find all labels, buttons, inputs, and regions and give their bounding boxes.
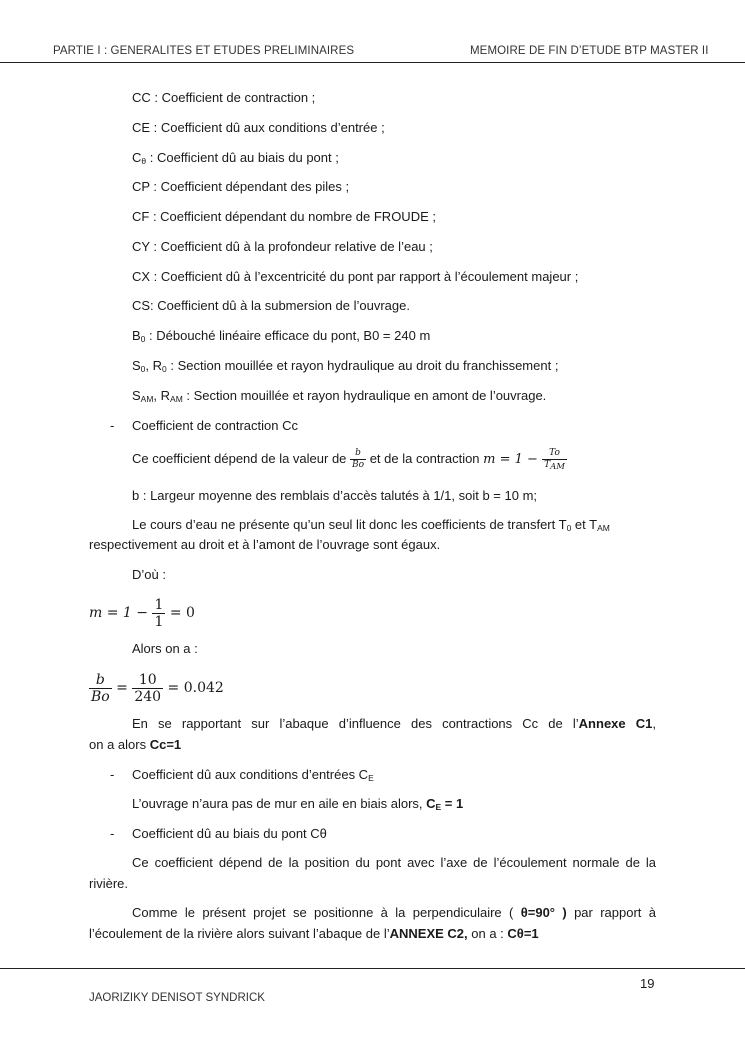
def-cy: CY : Coefficient dû à la profondeur relative de l’eau ; [132, 239, 433, 254]
ctheta-paragraph-2-line-2: l’écoulement de la rivière alors suivant l’abaque de l’ANNEXE C2, on a : Cθ=1 [89, 926, 539, 941]
bullet-cc: - [110, 418, 115, 433]
def-ctheta: $C_\theta$ : Coefficient dû au biais du pont ; [132, 150, 339, 166]
fraction-10-240: $\frac{10}{240}$ [134, 671, 162, 705]
section-ctheta-title: Coefficient dû au biais du pont Cθ [132, 826, 327, 841]
def-cp: CP : Coefficient dépendant des piles ; [132, 179, 350, 194]
bullet-ce: - [110, 767, 115, 782]
cc-paragraph-2: En se rapportant sur l’abaque d’influence des contractions Cc de l’Annexe C1, [132, 716, 656, 731]
cc-intro: Ce coefficient dépend de la valeur de $\frac{b}{Bo}$ et de la contraction m = 1 − $\frac{To}{T_{AM}}$ [132, 448, 565, 473]
header-right: MEMOIRE DE FIN D’ETUDE BTP MASTER II [470, 45, 709, 57]
dou-label: D’où : [132, 567, 166, 582]
cc-paragraph-1: Le cours d’eau ne présente qu’un seul lit donc les coefficients de transfert $T_0$ et $T_{AM}$ [132, 517, 610, 533]
header-rule [0, 62, 745, 63]
def-cf: CF : Coefficient dépendant du nombre de FROUDE ; [132, 209, 436, 224]
fraction-one-over-one: $\frac{1}{1}$ [154, 596, 164, 630]
bullet-ctheta: - [110, 826, 115, 841]
def-s0: $S_0$, $R_0$ : Section mouillée et rayon hydraulique au droit du franchissement ; [132, 358, 559, 374]
def-b0: $B_0$ : Débouché linéaire efficace du pont, B0 = 240 m [132, 328, 431, 344]
def-ce: CE : Coefficient dû aux conditions d’entrée ; [132, 120, 385, 135]
ce-text: L’ouvrage n’aura pas de mur en aile en biais alors, $C_E = 1$ [132, 796, 464, 812]
section-cc-title: Coefficient de contraction Cc [132, 418, 298, 433]
def-sam: $S_{AM}$, $R_{AM}$ : Section mouillée et rayon hydraulique en amont de l’ouvrage. [132, 388, 547, 404]
fraction-to-over-tam: $\frac{To}{T_{AM}}$ [544, 448, 565, 473]
page-number: 19 [640, 976, 655, 991]
footer-rule [0, 968, 745, 969]
equation-ratio: $\frac{b}{Bo}$ = $\frac{10}{240}$ = 0.042 [91, 671, 224, 705]
def-cs: CS: Coefficient dû à la submersion de l’ouvrage. [132, 298, 410, 313]
b-definition: b : Largeur moyenne des remblais d’accès talutés à 1/1, soit b = 10 m; [132, 488, 538, 503]
section-ce-title: Coefficient dû aux conditions d’entrées $C_E$ [132, 767, 374, 783]
equation-m: m = 1 − $\frac{1}{1}$ = 0 [89, 596, 195, 630]
def-cc: CC : Coefficient de contraction ; [132, 90, 316, 105]
cc-paragraph-1-line-2: respectivement au droit et à l’amont de l’ouvrage sont égaux. [89, 537, 441, 552]
cc-paragraph-2-line-2: on a alors Cc=1 [89, 737, 182, 752]
ctheta-paragraph-1-line-2: rivière. [89, 876, 129, 891]
ctheta-paragraph-2: Comme le présent projet se positionne à la perpendiculaire ( θ=90° ) par rapport à [132, 905, 657, 920]
footer-author: JAORIZIKY DENISOT SYNDRICK [89, 992, 265, 1004]
alors-label: Alors on a : [132, 641, 198, 656]
header-left: PARTIE I : GENERALITES ET ETUDES PRELIMINAIRES [53, 45, 355, 57]
fraction-b-bo: $\frac{b}{Bo}$ [91, 671, 110, 705]
def-cx: CX : Coefficient dû à l’excentricité du pont par rapport à l’écoulement majeur ; [132, 269, 579, 284]
fraction-b-over-bo: $\frac{b}{Bo}$ [352, 448, 365, 471]
ctheta-paragraph-1: Ce coefficient dépend de la position du pont avec l’axe de l’écoulement normale de la [132, 855, 656, 870]
